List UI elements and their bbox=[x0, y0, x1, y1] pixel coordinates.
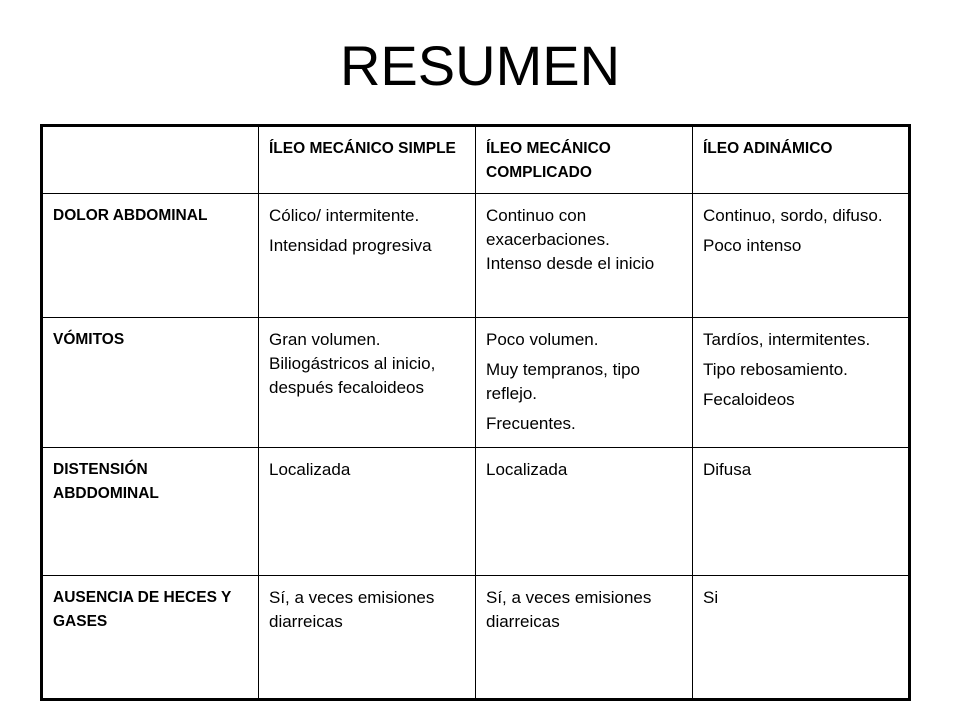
table-cell bbox=[693, 318, 910, 448]
table-cell: Sí, a veces emisiones diarreicas bbox=[259, 576, 476, 700]
table-row-vomitos bbox=[42, 318, 910, 448]
table-row-dolor-abdominal bbox=[42, 194, 910, 318]
table-cell: Localizada bbox=[259, 448, 476, 576]
table-cell bbox=[259, 318, 476, 448]
corner-cell bbox=[42, 126, 259, 194]
summary-table bbox=[40, 124, 911, 701]
table-cell bbox=[476, 194, 693, 318]
cell-line: Muy tempranos, tipo reflejo. bbox=[486, 360, 641, 403]
cell-line: Frecuentes. bbox=[486, 414, 576, 433]
cell-line: Poco volumen. bbox=[486, 330, 599, 349]
table-row-distension-abdominal bbox=[42, 448, 910, 576]
row-header-distension-abdominal: DISTENSIÓN ABDDOMINAL bbox=[42, 448, 259, 576]
cell-line: Continuo, sordo, difuso. bbox=[703, 206, 883, 225]
table-cell: Sí, a veces emisiones diarreicas bbox=[476, 576, 693, 700]
cell-line: Tardíos, intermitentes. bbox=[703, 330, 871, 349]
cell-line: Poco intenso bbox=[703, 236, 802, 255]
cell-line: Cólico/ intermitente. bbox=[269, 206, 420, 225]
cell-line: Intenso desde el inicio bbox=[486, 254, 655, 273]
table-cell: Localizada bbox=[476, 448, 693, 576]
column-header-ileo-mecanico-simple: ÍLEO MECÁNICO SIMPLE bbox=[259, 126, 476, 194]
table-header-row bbox=[42, 126, 910, 194]
column-header-ileo-mecanico-complicado: ÍLEO MECÁNICO COMPLICADO bbox=[476, 126, 693, 194]
table-cell bbox=[476, 318, 693, 448]
cell-line: Continuo con exacerbaciones. bbox=[486, 206, 610, 249]
cell-line: Fecaloideos bbox=[703, 390, 795, 409]
column-header-ileo-adinamico: ÍLEO ADINÁMICO bbox=[693, 126, 910, 194]
table-row-ausencia-heces-gases bbox=[42, 576, 910, 700]
table-cell: Difusa bbox=[693, 448, 910, 576]
table-cell: Si bbox=[693, 576, 910, 700]
slide-title: RESUMEN bbox=[339, 34, 621, 97]
table-cell bbox=[693, 194, 910, 318]
table-cell bbox=[259, 194, 476, 318]
cell-line: Tipo rebosamiento. bbox=[703, 360, 848, 379]
row-header-vomitos: VÓMITOS bbox=[42, 318, 259, 448]
cell-line: Gran volumen. Biliogástricos al inicio, después fecaloideos bbox=[269, 330, 436, 397]
row-header-ausencia-heces-gases: AUSENCIA DE HECES Y GASES bbox=[42, 576, 259, 700]
cell-line: Intensidad progresiva bbox=[269, 236, 432, 255]
row-header-dolor-abdominal: DOLOR ABDOMINAL bbox=[42, 194, 259, 318]
